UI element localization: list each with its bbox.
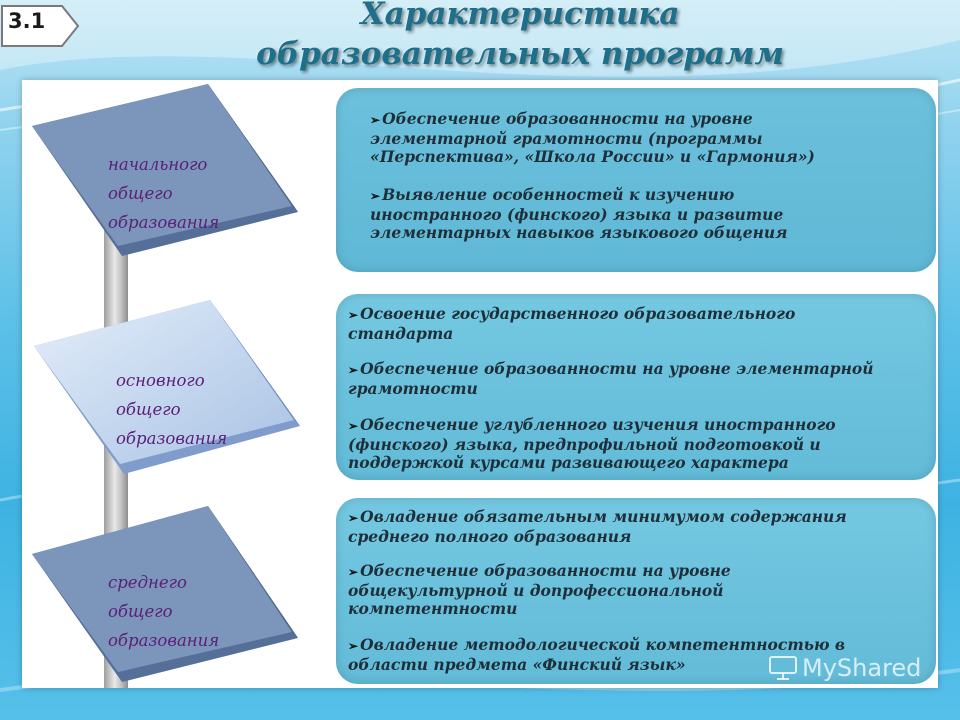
slide-number: 3.1 [8, 9, 46, 33]
bullet-secondary-2: ➢ Обеспечение образованности на уровне общекультурной и допрофессиональной компетентности [348, 561, 731, 618]
arrow-bullet-icon: ➢ [348, 363, 359, 377]
watermark [768, 654, 921, 682]
arrow-bullet-icon: ➢ [348, 308, 359, 322]
arrow-bullet-icon: ➢ [348, 511, 359, 525]
watermark-text: MyShared [802, 654, 922, 682]
arrow-bullet-icon: ➢ [370, 189, 381, 203]
arrow-bullet-icon: ➢ [348, 565, 359, 579]
bullet-basic-1: ➢ Освоение государственного образовательного стандарта [348, 304, 796, 343]
arrow-bullet-icon: ➢ [348, 639, 359, 653]
bullet-primary-2: ➢ Выявление особенностей к изучению иностранного (финского) языка и развитие элементарных навыков языкового общения [370, 185, 788, 242]
presentation-icon [768, 655, 798, 681]
title-line-1: Характеристика [360, 0, 680, 32]
level-label-basic: основного общего образования [116, 371, 228, 448]
level-label-primary: начального общего образования [108, 155, 220, 232]
arrow-bullet-icon: ➢ [370, 113, 381, 127]
bullet-basic-2: ➢ Обеспечение образованности на уровне элементарной грамотности [348, 359, 874, 398]
bullet-secondary-3: ➢ Овладение методологической компетентностью в области предмета «Финский язык» [348, 635, 846, 674]
title-line-2: образовательных программ [256, 36, 784, 72]
bullet-primary-1: ➢ Обеспечение образованности на уровне элементарной грамотности (программы «Перспектива», «Школа России» и «Гармония») [370, 109, 815, 166]
bullet-basic-3: ➢ Обеспечение углубленного изучения иностранного (финского) языка, предпрофильной подготовкой и поддержкой курсами развивающего характера [348, 415, 836, 472]
page-title [190, 0, 850, 74]
arrow-bullet-icon: ➢ [348, 419, 359, 433]
level-label-secondary: среднего общего образования [108, 573, 220, 650]
bullet-secondary-1: ➢ Овладение обязательным минимумом содержания среднего полного образования [348, 507, 847, 546]
